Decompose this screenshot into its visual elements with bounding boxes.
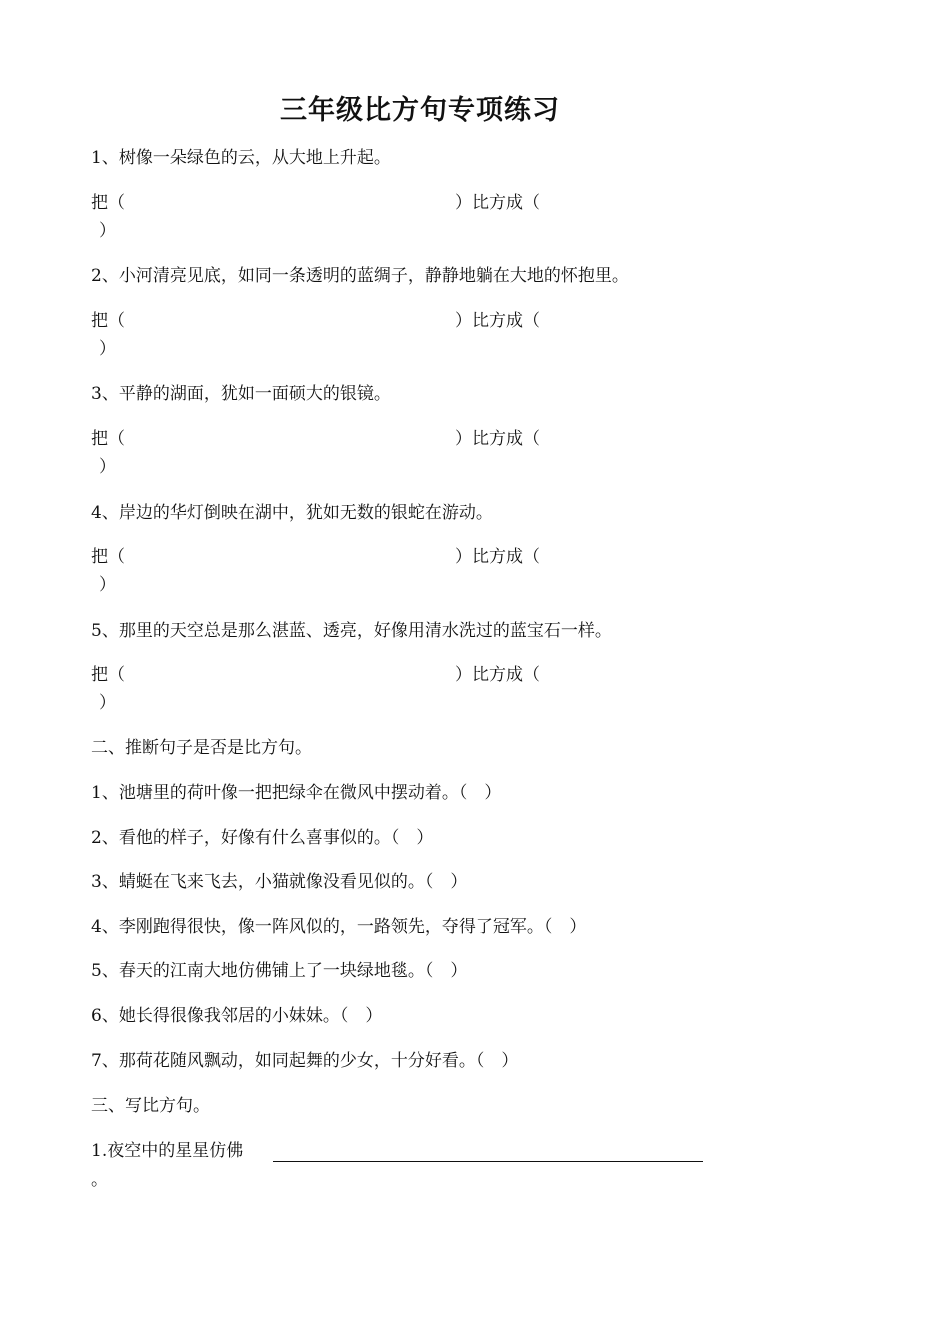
ba-mid-label: ）比方成（ [455,547,540,567]
section-2-heading: 二、推断句子是否是比方句。 [91,738,312,758]
judge-item-2: 2、看他的样子，好像有什么喜事似的。（ ） [91,828,434,848]
worksheet-title: 三年级比方句专项练习 [280,95,560,126]
question-1: 1、树像一朵绿色的云，从大地上升起。 [91,148,391,168]
write-item-1: 1.夜空中的星星仿佛 [91,1141,244,1161]
write-item-1-end: 。 [91,1170,108,1190]
ba-mid-label: ）比方成（ [455,429,540,449]
judge-item-5: 5、春天的江南大地仿佛铺上了一块绿地毯。（ ） [91,961,468,981]
question-4: 4、岸边的华灯倒映在湖中，犹如无数的银蛇在游动。 [91,503,493,523]
judge-item-4: 4、李刚跑得很快，像一阵风似的，一路领先，夺得了冠军。（ ） [91,917,587,937]
question-3: 3、平静的湖面，犹如一面硕大的银镜。 [91,384,391,404]
judge-item-3: 3、蜻蜓在飞来飞去，小猫就像没看见似的。（ ） [91,872,468,892]
ba-open-label: 把（ [91,193,125,213]
question-2: 2、小河清亮见底，如同一条透明的蓝绸子，静静地躺在大地的怀抱里。 [91,266,629,286]
ba-close-label: ） [99,575,116,595]
answer-blank-line[interactable] [273,1161,703,1162]
question-5: 5、那里的天空总是那么湛蓝、透亮，好像用清水洗过的蓝宝石一样。 [91,621,612,641]
ba-mid-label: ）比方成（ [455,311,540,331]
ba-close-label: ） [99,221,116,241]
ba-open-label: 把（ [91,547,125,567]
ba-open-label: 把（ [91,429,125,449]
judge-item-1: 1、池塘里的荷叶像一把把绿伞在微风中摆动着。（ ） [91,783,502,803]
ba-close-label: ） [99,457,116,477]
judge-item-6: 6、她长得很像我邻居的小妹妹。（ ） [91,1006,383,1026]
ba-open-label: 把（ [91,665,125,685]
ba-close-label: ） [99,339,116,359]
ba-open-label: 把（ [91,311,125,331]
ba-mid-label: ）比方成（ [455,193,540,213]
judge-item-7: 7、那荷花随风飘动，如同起舞的少女，十分好看。（ ） [91,1051,519,1071]
section-3-heading: 三、写比方句。 [91,1096,210,1116]
ba-mid-label: ）比方成（ [455,665,540,685]
ba-close-label: ） [99,693,116,713]
